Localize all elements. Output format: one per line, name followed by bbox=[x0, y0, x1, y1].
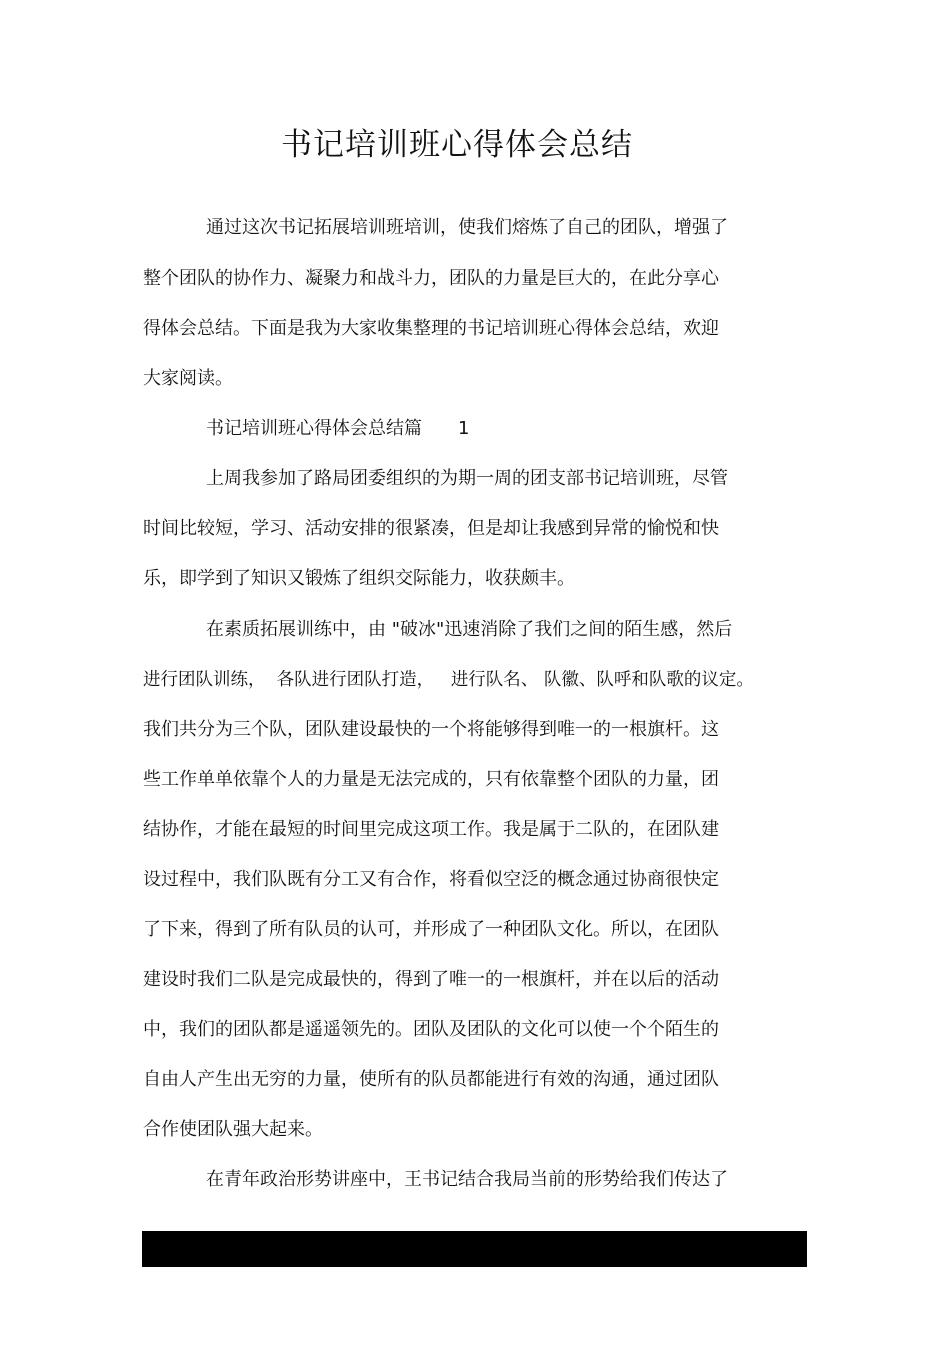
paragraph-line: 大家阅读。 bbox=[143, 368, 233, 389]
document-title: 书记培训班心得体会总结 bbox=[281, 127, 633, 163]
section-heading: 书记培训班心得体会总结篇 1 bbox=[206, 418, 470, 439]
paragraph-line: 设过程中，我们队既有分工又有合作，将看似空泛的概念通过协商很快定 bbox=[143, 869, 719, 890]
paragraph-line: 进行团队训练， 各队进行团队打造， 进行队名、 队徽、队呼和队歌的议定。 bbox=[143, 670, 754, 690]
paragraph-line: 些工作单单依靠个人的力量是无法完成的，只有依靠整个团队的力量，团 bbox=[143, 769, 719, 790]
paragraph-line: 建设时我们二队是完成最快的，得到了唯一的一根旗杆，并在以后的活动 bbox=[143, 969, 719, 990]
paragraph-line: 结协作，才能在最短的时间里完成这项工作。我是属于二队的，在团队建 bbox=[143, 819, 719, 840]
paragraph-line: 了下来，得到了所有队员的认可，并形成了一种团队文化。所以，在团队 bbox=[143, 919, 719, 940]
paragraph-line: 合作使团队强大起来。 bbox=[143, 1119, 323, 1140]
paragraph-line: 自由人产生出无穷的力量，使所有的队员都能进行有效的沟通，通过团队 bbox=[143, 1069, 719, 1090]
paragraph-line: 在青年政治形势讲座中，王书记结合我局当前的形势给我们传达了 bbox=[206, 1169, 728, 1190]
paragraph-line: 乐，即学到了知识又锻炼了组织交际能力，收获颇丰。 bbox=[143, 568, 575, 589]
redaction-bar bbox=[142, 1231, 807, 1267]
paragraph-line: 得体会总结。下面是我为大家收集整理的书记培训班心得体会总结，欢迎 bbox=[143, 318, 719, 339]
paragraph-line: 我们共分为三个队，团队建设最快的一个将能够得到唯一的一根旗杆。这 bbox=[143, 719, 719, 740]
paragraph-line: 中，我们的团队都是遥遥领先的。团队及团队的文化可以使一个个陌生的 bbox=[143, 1019, 719, 1040]
paragraph-line: 上周我参加了路局团委组织的为期一周的团支部书记培训班，尽管 bbox=[206, 468, 728, 489]
paragraph-line: 整个团队的协作力、凝聚力和战斗力，团队的力量是巨大的，在此分享心 bbox=[143, 268, 719, 289]
paragraph-line: 时间比较短，学习、活动安排的很紧凑，但是却让我感到异常的愉悦和快 bbox=[143, 518, 719, 539]
paragraph-line: 在素质拓展训练中，由 "破冰"迅速消除了我们之间的陌生感，然后 bbox=[206, 619, 733, 640]
paragraph-line: 通过这次书记拓展培训班培训，使我们熔炼了自己的团队，增强了 bbox=[206, 217, 728, 238]
